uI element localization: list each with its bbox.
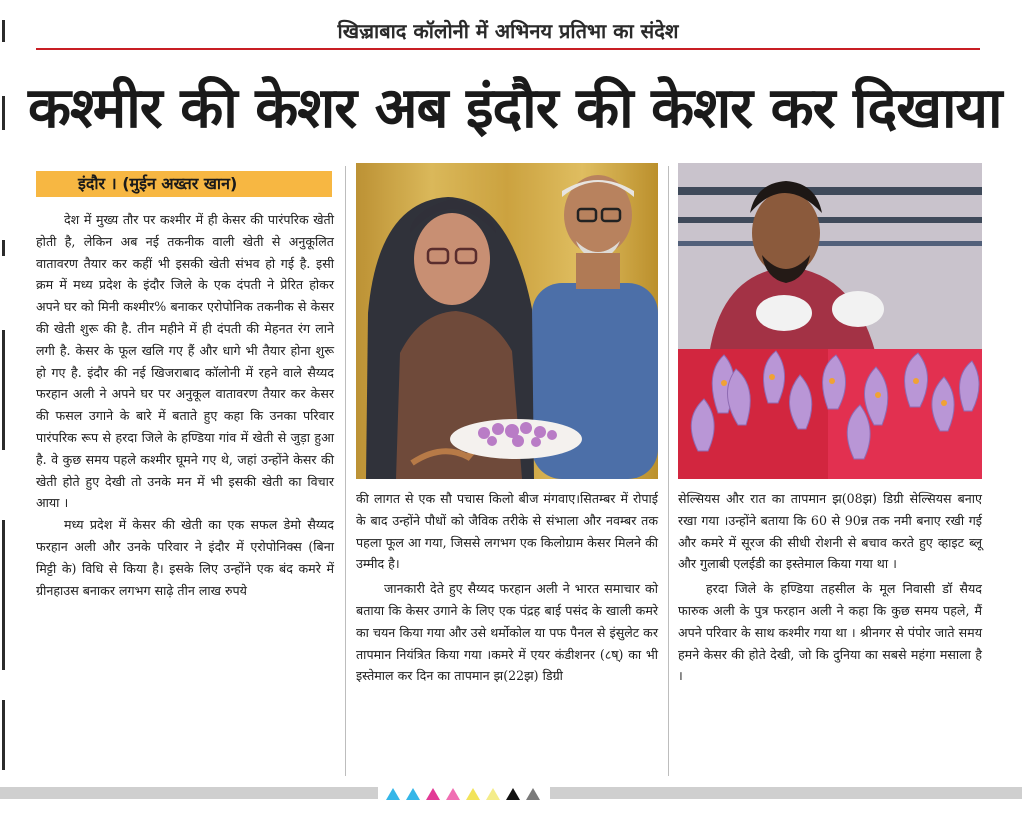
footer-bar [0, 787, 378, 799]
margin-mark [2, 700, 5, 770]
registration-triangle [506, 788, 520, 800]
registration-triangle [466, 788, 480, 800]
article-column-1 [36, 209, 334, 601]
paragraph: मध्य प्रदेश में केसर की खेती का एक सफल डेमो सैय्यद फरहान अली और उनके परिवार ने इंदौर में एरोपोनिक्स (बिना मिट्टी के) विधि से किया है। इसके लिए उन्होंने एक बंद कमरे में ग्रीनहाउस बनाकर लगभग साढ़े तीन लाख रुपये [36, 517, 334, 598]
paragraph: सेल्सियस और रात का तापमान झ(08झ) डिग्री सेल्सियस बनाए रखा गया ।उन्होंने बताया कि 60 से 90न्न तक नमी बनाए रखी गई और कमरे में सूरज की सीधी रोशनी से बचाव करते हुए व्हाइट ब्लू और गुलाबी एलईडी का इस्तेमाल किया गया था । [678, 491, 982, 572]
farmer-with-saffron-flowers-photo [678, 163, 982, 479]
article-column-3 [678, 488, 982, 687]
registration-triangle [526, 788, 540, 800]
footer-bar [550, 787, 1022, 799]
margin-mark [2, 20, 5, 42]
paragraph: की लागत से एक सौ पचास किलो बीज मंगवाए।सितम्बर में रोपाई के बाद उन्होंने पौधों को जैविक तरीके से संभाला और नवम्बर तक पहला फूल आ गया, जिससे लगभग एक किलोग्राम केसर मिलने की उम्मीद है। [356, 491, 658, 572]
dateline-byline: इंदौर । (मुईन अख्तर खान) [36, 171, 332, 197]
paragraph: हरदा जिले के हण्डिया तहसील के मूल निवासी डॉ सैयद फारुक अली के पुत्र फरहान अली ने कहा कि कुछ समय पहले, मैं अपने परिवार के साथ कश्मीर गया था । श्रीनगर से पंपोर जाते समय हमने केसर की होते देखी, जो कि दुनिया का सबसे महंगा मसाला है । [678, 581, 982, 684]
headline: कश्मीर की केशर अब इंदौर की केशर कर दिखाया [28, 76, 1002, 141]
registration-triangle [386, 788, 400, 800]
registration-triangle [486, 788, 500, 800]
page-margin-strip [0, 0, 14, 790]
column-divider [668, 166, 669, 776]
paragraph: जानकारी देते हुए सैय्यद फरहान अली ने भारत समाचार को बताया कि केसर उगाने के लिए एक पंद्रह बाई पसंद के खाली कमरे का चयन किया गया और उसे थर्मोकोल या पफ पैनल से इंसुलेट कर तापमान नियंत्रित किया गया ।कमरे में एयर कंडीशनर (८ष्) का भी इस्तेमाल कर दिन का तापमान झ(22झ) डिग्री [356, 581, 658, 684]
article-column-2 [356, 488, 658, 687]
margin-mark [2, 240, 5, 256]
couple-holding-saffron-photo [356, 163, 658, 479]
kicker-rule [36, 48, 980, 50]
registration-triangle [406, 788, 420, 800]
color-registration-marks [386, 788, 546, 802]
registration-triangle [426, 788, 440, 800]
kicker-line: खिज़्राबाद कॉलोनी में अभिनय प्रतिभा का संदेश [337, 19, 679, 43]
margin-mark [2, 330, 5, 450]
margin-mark [2, 96, 5, 130]
column-divider [345, 166, 346, 776]
paragraph: देश में मुख्य तौर पर कश्मीर में ही केसर की पारंपरिक खेती होती है, लेकिन अब नई तकनीक वाली खेती से अनुकूलित वातावरण तैयार कर कहीं भी इसकी खेती संभव हो गई है. इसी क्रम में मध्य प्रदेश के इंदौर जिले के एक दंपती ने प्रेरित होकर अपने घर को मिनी कश्मीर% बनाकर एरोपोनिक तकनीक से केसर की खेती शुरू की है. तीन महीने में ही दंपती की मेहनत रंग लाने लगी है. केसर के फूल खलि गए हैं और धागे भी तैयार होना शुरू हो गए है. इंदौर की नई खिजराबाद कॉलोनी में रहने वाले सैय्यद फरहान अली ने अपने घर पर अनुकूल वातावरण तैयार कर केसर की फसल उगाने के बारे में बताते हुए कहा कि उनका परिवार पारंपरिक रूप से हरदा जिले के हण्डिया गांव में खेती से जुड़ा हुआ है. वे कुछ समय पहले कश्मीर घूमने गए थे, जहां उन्होंने केसर की खेती होते हुए देखी तो उनके मन में भी इसकी खेती का विचार आया । [36, 212, 334, 511]
registration-triangle [446, 788, 460, 800]
margin-mark [2, 520, 5, 670]
